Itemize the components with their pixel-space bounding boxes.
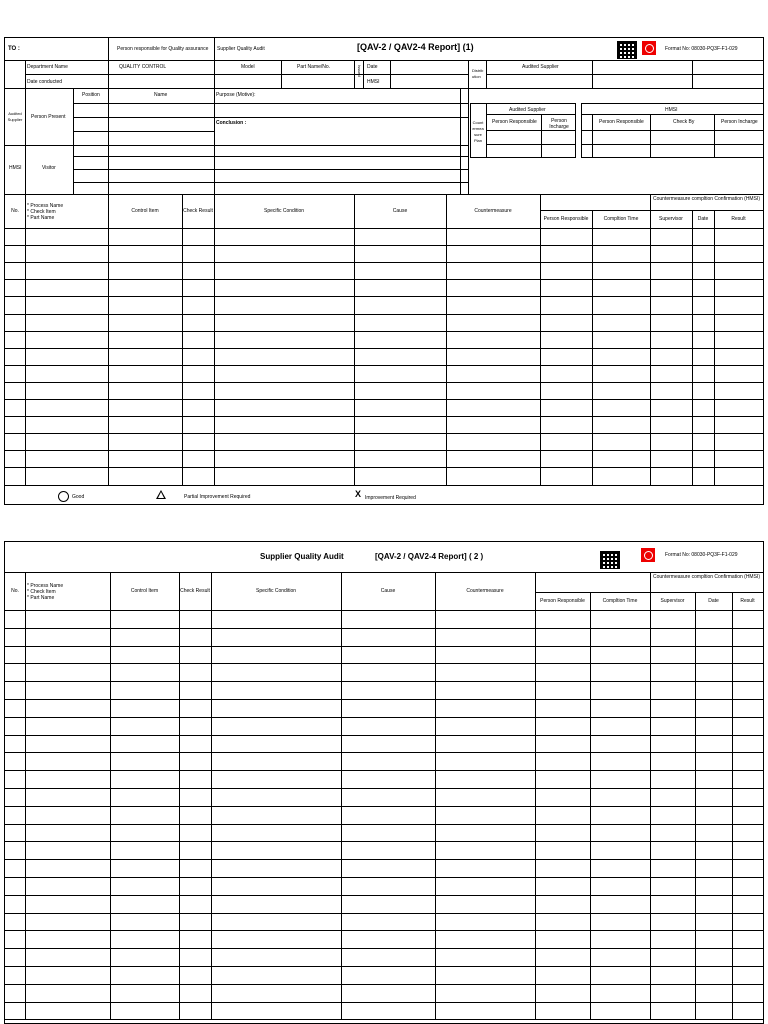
- triangle-icon: [156, 490, 166, 499]
- part-name-label: Part Name/No.: [297, 64, 331, 70]
- qr-code-icon: [617, 41, 637, 59]
- header-result: Result: [740, 598, 755, 604]
- header-specific-condition: Specific Condition: [263, 208, 305, 214]
- header-supervisor: Supervisor: [660, 598, 685, 604]
- report-sheet-1: [4, 37, 764, 505]
- header-control-item: Control Item: [131, 208, 159, 214]
- header-process: [27, 203, 63, 221]
- cm-audited-supplier-label: Audited Supplier: [509, 107, 546, 113]
- legend-good: Good: [72, 494, 85, 500]
- header-no: No.: [11, 208, 19, 214]
- cm-check-by-label: Check By: [673, 119, 695, 125]
- header-process-line: * Process Name: [27, 583, 64, 589]
- report-sheet-2: [4, 541, 764, 1024]
- header-countermeasure: Countermeasure: [466, 588, 504, 594]
- sheet2-format-number: Format No: 08030-PQ3F-F1-029: [665, 552, 738, 558]
- hmsi-label: HMSI: [367, 79, 380, 85]
- header-process-line: * Check Item: [27, 589, 56, 595]
- position-label: Position: [82, 92, 100, 98]
- legend-improvement: Improvement Required: [365, 495, 416, 501]
- header-process-line: * Part Name: [27, 215, 55, 221]
- cm-person-incharge2-label: Person Incharge: [721, 119, 758, 125]
- audited-supplier-side-label: Audited Supplier: [7, 111, 23, 122]
- purpose-label: Purpose (Motive):: [216, 92, 256, 98]
- model-label: Model: [241, 64, 255, 70]
- header-no: No.: [11, 588, 19, 594]
- header-countermeasure: Countermeasure: [474, 208, 512, 214]
- cm-person-responsible-label: Person Responsible: [492, 119, 537, 125]
- header-process-line: * Process Name: [27, 203, 64, 209]
- audit-label: Supplier Quality Audit: [217, 46, 265, 52]
- department-name-label: Department Name: [27, 64, 68, 70]
- distribution-label: Distrib ution: [472, 68, 484, 79]
- audited-supplier-dist: Audited Supplier: [522, 64, 559, 70]
- header-cm-confirmation: Countermeasure compltion Confirmation (HMSI): [653, 196, 760, 202]
- sheet2-title-right: [QAV-2 / QAV2-4 Report] ( 2 ): [375, 552, 484, 561]
- header-person-responsible: Person Responsible: [543, 216, 589, 222]
- to-label: TO :: [8, 46, 20, 52]
- qa-responsible-label: Person responsible for Quality assurance: [117, 46, 209, 52]
- header-process: [27, 583, 63, 601]
- format-number: Format No: 08030-PQ3F-F1-029: [665, 46, 738, 52]
- header-process-line: * Part Name: [27, 595, 55, 601]
- circle-icon: [58, 491, 69, 502]
- brand-logo-icon: [642, 41, 656, 55]
- report-title: [QAV-2 / QAV2-4 Report] (1): [357, 42, 474, 52]
- header-supervisor: Supervisor: [659, 216, 683, 222]
- hmsi-side-label: HMSI: [9, 165, 22, 171]
- header-person-responsible: Person Responsible: [540, 598, 585, 604]
- header-cause: Cause: [380, 588, 396, 594]
- person-present-label: Person Present: [31, 114, 66, 120]
- header-completion-time: Compltion Time: [603, 216, 639, 222]
- department-value: QUALITY CONTROL: [119, 64, 167, 70]
- countermeasure-plan-label: Count ermea sure Plan: [472, 120, 484, 143]
- header-date: Date: [697, 216, 709, 222]
- visitor-label: Visitor: [42, 165, 56, 171]
- header-cause: Cause: [392, 208, 408, 214]
- header-completion-time: Compltion Time: [602, 598, 638, 604]
- header-check-result: Check Result: [180, 588, 210, 594]
- qr-code-icon: [600, 551, 620, 569]
- header-control-item: Control Item: [130, 588, 159, 594]
- conclusion-label: Conclusion :: [216, 120, 247, 126]
- sheet2-title-left: Supplier Quality Audit: [260, 552, 344, 561]
- cm-hmsi-label: HMSI: [665, 107, 678, 113]
- header-date: Date: [708, 598, 719, 604]
- header-specific-condition: Specific Condition: [255, 588, 297, 594]
- issued-label: Issued: [357, 65, 362, 77]
- header-process-line: * Check Item: [27, 209, 56, 215]
- brand-logo-icon: [641, 548, 655, 562]
- date-label: Date: [367, 64, 378, 70]
- header-result: Result: [731, 216, 746, 222]
- header-cm-confirmation: Countermeasure compltion Confirmation (HMSI): [653, 574, 760, 580]
- legend-partial: Partial Improvement Required: [184, 494, 251, 500]
- cm-person-incharge-label: Person Incharge: [549, 118, 569, 130]
- header-check-result: Check Result: [183, 208, 213, 214]
- cm-person-responsible2-label: Person Responsible: [599, 119, 644, 125]
- x-mark-icon: X: [355, 489, 362, 499]
- name-label: Name: [154, 92, 168, 98]
- date-conducted-label: Date conducted: [27, 79, 63, 85]
